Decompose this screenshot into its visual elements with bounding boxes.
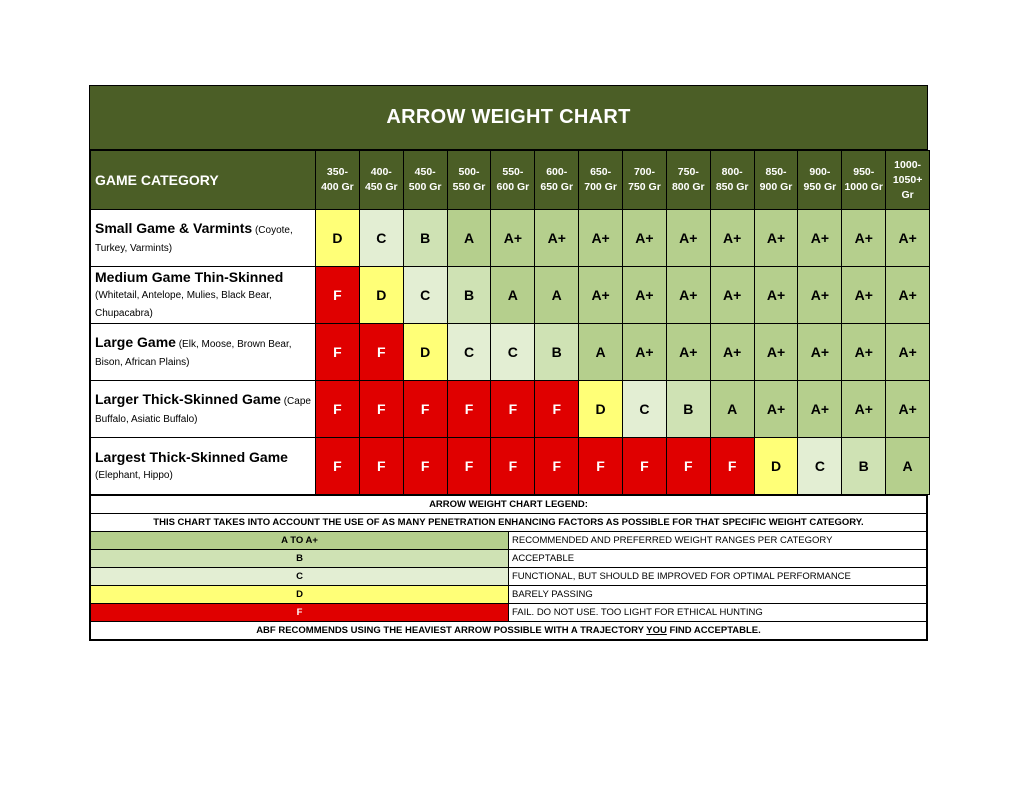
weight-range-line: 950-	[853, 166, 875, 178]
grade-cell: A+	[754, 210, 798, 267]
legend-table	[90, 495, 927, 640]
grade-cell: A+	[491, 210, 535, 267]
legend-note-row	[91, 514, 927, 532]
weight-range-line: Gr	[901, 188, 914, 201]
grade-cell: F	[666, 438, 710, 495]
grade-cell: F	[535, 381, 579, 438]
grade-cell: F	[359, 381, 403, 438]
grade-cell: A+	[842, 267, 886, 324]
grade-cell: F	[403, 438, 447, 495]
grade-cell: C	[798, 438, 842, 495]
grade-cell: A+	[579, 267, 623, 324]
game-category-name: Larger Thick-Skinned Game	[95, 391, 281, 407]
game-category-cell	[91, 267, 316, 324]
legend-grade: C	[91, 568, 509, 586]
arrow-weight-chart	[89, 85, 928, 641]
weight-range-line: 1000 Gr	[844, 181, 883, 193]
grade-cell: F	[316, 381, 360, 438]
weight-range-header	[886, 151, 930, 210]
weight-range-line: 500-	[458, 166, 480, 178]
grade-cell: C	[447, 324, 491, 381]
legend-description: BARELY PASSING	[509, 586, 927, 604]
weight-range-header	[798, 151, 842, 210]
weight-range-line: 450 Gr	[364, 181, 398, 193]
grade-cell: A	[447, 210, 491, 267]
grade-rows	[91, 210, 930, 495]
legend-footer-row	[91, 622, 927, 640]
grade-cell: D	[579, 381, 623, 438]
grade-cell: A+	[842, 381, 886, 438]
weight-range-line: 800-	[721, 166, 743, 178]
grade-cell: F	[535, 438, 579, 495]
grade-table	[90, 150, 930, 495]
footer-text-emphasis: YOU	[646, 625, 667, 636]
weight-range-header	[623, 151, 667, 210]
footer-text-before: ABF RECOMMENDS USING THE HEAVIEST ARROW POSSIBLE WITH A TRAJECTORY	[256, 625, 647, 636]
grade-cell: A+	[798, 381, 842, 438]
grade-cell: A+	[623, 324, 667, 381]
game-category-name: Medium Game Thin-Skinned	[95, 269, 284, 285]
grade-cell: A	[710, 381, 754, 438]
grade-cell: A+	[535, 210, 579, 267]
weight-range-line: 350-	[326, 166, 348, 178]
weight-range-line: 950 Gr	[803, 181, 837, 193]
legend-item-row	[91, 586, 927, 604]
weight-range-header	[579, 151, 623, 210]
legend-grade: D	[91, 586, 509, 604]
footer-text-after: FIND ACCEPTABLE.	[666, 625, 761, 636]
legend-item-row	[91, 532, 927, 550]
grade-cell: F	[316, 267, 360, 324]
weight-range-line: 1000-	[894, 158, 922, 171]
grade-cell: D	[403, 324, 447, 381]
weight-range-line: 600-	[546, 166, 568, 178]
weight-range-line: 850-	[765, 166, 787, 178]
grade-cell: F	[491, 438, 535, 495]
header-row	[91, 151, 930, 210]
grade-cell: F	[710, 438, 754, 495]
weight-range-line: 500 Gr	[408, 181, 442, 193]
weight-range-header	[754, 151, 798, 210]
chart-title: ARROW WEIGHT CHART	[90, 86, 927, 150]
grade-cell: A+	[666, 324, 710, 381]
weight-range-header	[359, 151, 403, 210]
legend-grade: B	[91, 550, 509, 568]
legend-title: ARROW WEIGHT CHART LEGEND:	[91, 496, 927, 514]
legend-description: FAIL. DO NOT USE. TOO LIGHT FOR ETHICAL HUNTING	[509, 604, 927, 622]
grade-cell: C	[403, 267, 447, 324]
grade-cell: A+	[886, 210, 930, 267]
legend-grade: F	[91, 604, 509, 622]
grade-cell: A+	[754, 267, 798, 324]
grade-cell: A+	[666, 210, 710, 267]
game-category-cell	[91, 381, 316, 438]
grade-cell: A+	[710, 267, 754, 324]
grade-cell: A+	[754, 324, 798, 381]
game-row	[91, 438, 930, 495]
game-row	[91, 210, 930, 267]
weight-range-header	[403, 151, 447, 210]
weight-range-line: 550 Gr	[452, 181, 486, 193]
grade-cell: F	[447, 381, 491, 438]
grade-cell: A+	[886, 324, 930, 381]
grade-cell: F	[316, 324, 360, 381]
game-category-cell	[91, 438, 316, 495]
grade-cell: A+	[798, 267, 842, 324]
game-category-header: GAME CATEGORY	[91, 151, 316, 210]
weight-range-line: 1050+	[892, 173, 923, 186]
game-category-name: Large Game	[95, 334, 176, 350]
legend-footer	[91, 622, 927, 640]
grade-cell: C	[359, 210, 403, 267]
grade-cell: D	[754, 438, 798, 495]
grade-cell: F	[359, 438, 403, 495]
grade-cell: A+	[754, 381, 798, 438]
grade-cell: A	[535, 267, 579, 324]
weight-range-line: 750-	[677, 166, 699, 178]
weight-range-line: 900-	[809, 166, 831, 178]
grade-cell: F	[447, 438, 491, 495]
grade-cell: C	[491, 324, 535, 381]
legend-note: THIS CHART TAKES INTO ACCOUNT THE USE OF AS MANY PENETRATION ENHANCING FACTORS AS POSSIBLE FOR THAT SPECIFIC WEIGHT CATEGORY.	[91, 514, 927, 532]
grade-cell: A	[886, 438, 930, 495]
weight-range-header	[316, 151, 360, 210]
grade-cell: A+	[623, 210, 667, 267]
grade-cell: A	[491, 267, 535, 324]
game-row	[91, 324, 930, 381]
game-category-description: (Elephant, Hippo)	[95, 470, 173, 481]
legend-description: FUNCTIONAL, BUT SHOULD BE IMPROVED FOR OPTIMAL PERFORMANCE	[509, 568, 927, 586]
game-category-cell	[91, 210, 316, 267]
legend-title-row	[91, 496, 927, 514]
weight-range-line: 700 Gr	[584, 181, 617, 193]
weight-range-line: 450-	[414, 166, 436, 178]
grade-cell: A+	[666, 267, 710, 324]
grade-cell: A+	[710, 324, 754, 381]
weight-range-line: 700-	[633, 166, 655, 178]
grade-cell: B	[535, 324, 579, 381]
game-row	[91, 267, 930, 324]
grade-cell: A+	[842, 324, 886, 381]
weight-range-line: 400-	[370, 166, 392, 178]
grade-cell: F	[579, 438, 623, 495]
game-category-description: (Whitetail, Antelope, Mulies, Black Bear, Chupacabra)	[95, 290, 272, 319]
grade-cell: A+	[623, 267, 667, 324]
weight-range-header	[447, 151, 491, 210]
weight-range-header	[710, 151, 754, 210]
game-category-cell	[91, 324, 316, 381]
game-category-description: (Elk, Moose, Brown Bear, Bison, African Plains)	[95, 339, 292, 368]
grade-cell: B	[666, 381, 710, 438]
grade-cell: A+	[710, 210, 754, 267]
game-category-description: (Coyote, Turkey, Varmints)	[95, 225, 293, 254]
grade-cell: A+	[579, 210, 623, 267]
legend-item-row	[91, 550, 927, 568]
weight-range-line: 650-	[590, 166, 612, 178]
weight-range-line: 650 Gr	[540, 181, 574, 193]
grade-cell: B	[403, 210, 447, 267]
weight-range-line: 550-	[502, 166, 524, 178]
grade-cell: B	[447, 267, 491, 324]
weight-range-header	[666, 151, 710, 210]
grade-cell: D	[316, 210, 360, 267]
weight-range-line: 900 Gr	[759, 181, 793, 193]
game-category-description: (Cape Buffalo, Asiatic Buffalo)	[95, 396, 311, 425]
weight-range-line: 800 Gr	[671, 181, 705, 193]
grade-cell: A	[579, 324, 623, 381]
legend-item-row	[91, 604, 927, 622]
legend-description: RECOMMENDED AND PREFERRED WEIGHT RANGES PER CATEGORY	[509, 532, 927, 550]
weight-range-header	[842, 151, 886, 210]
weight-range-line: 400 Gr	[321, 181, 354, 193]
legend-grade: A TO A+	[91, 532, 509, 550]
grade-cell: A+	[886, 267, 930, 324]
weight-range-header	[491, 151, 535, 210]
grade-cell: A+	[798, 210, 842, 267]
grade-cell: F	[403, 381, 447, 438]
grade-cell: A+	[842, 210, 886, 267]
grade-cell: B	[842, 438, 886, 495]
game-category-name: Small Game & Varmints	[95, 220, 253, 236]
game-row	[91, 381, 930, 438]
grade-cell: F	[316, 438, 360, 495]
grade-cell: A+	[886, 381, 930, 438]
grade-cell: F	[623, 438, 667, 495]
legend-item-row	[91, 568, 927, 586]
legend-description: ACCEPTABLE	[509, 550, 927, 568]
grade-cell: A+	[798, 324, 842, 381]
grade-cell: F	[491, 381, 535, 438]
weight-range-line: 850 Gr	[715, 181, 749, 193]
grade-cell: F	[359, 324, 403, 381]
weight-range-line: 600 Gr	[496, 181, 530, 193]
weight-range-line: 750 Gr	[628, 181, 661, 193]
weight-range-header	[535, 151, 579, 210]
grade-cell: C	[623, 381, 667, 438]
game-category-name: Largest Thick-Skinned Game	[95, 449, 288, 465]
grade-cell: D	[359, 267, 403, 324]
